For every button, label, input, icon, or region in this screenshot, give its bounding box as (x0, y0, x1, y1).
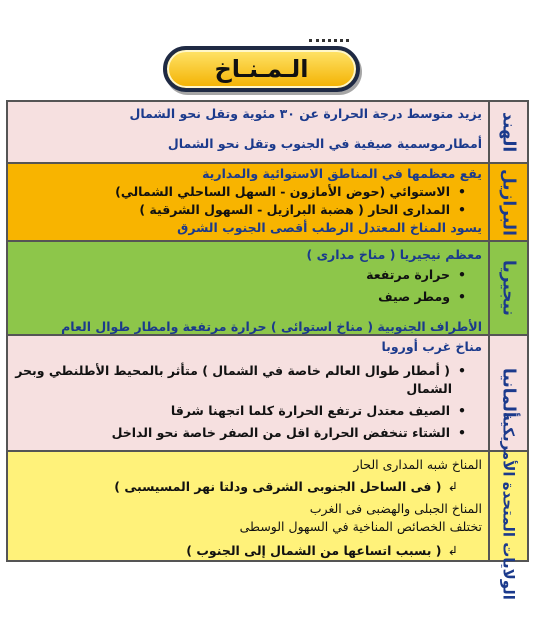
title-decoration-dots (309, 39, 349, 46)
content-line: المناخ شبه المدارى الحار (353, 457, 482, 472)
page-title: الـمـنـاخ (163, 46, 360, 92)
content-bullet: • ( أمطار طوال العالم خاصة في الشمال ) متأثر بالمحيط الأطلنطي وبحر (14, 362, 482, 380)
content-bullet: • الشتاء تنخفض الحرارة اقل من الصفر خاصة نحو الداخل (14, 424, 482, 442)
content-arrow-line: ↲ ( فى الساحل الجنوبى الشرقى ودلتا نهر المسيسبى ) (14, 478, 482, 496)
row-brazil (8, 164, 527, 242)
content-bullet: • المدارى الحار ( هضبة البرازيل - السهول الشرقية ) (14, 201, 482, 219)
row-label-india: الهند (488, 102, 527, 162)
content-line: معظم نيجيريا ( مناخ مدارى ) (306, 247, 482, 262)
content-bullet: • ومطر صيف (14, 288, 482, 306)
content-line: المناخ الجبلى والهضبى فى الغرب (309, 501, 482, 516)
content-bullet: • الاستوائي (حوض الأمازون - السهل الساحلي الشمالي) (14, 183, 482, 201)
row-content-germany (8, 336, 488, 450)
content-line: تختلف الخصائص المناخية في السهول الوسطى (239, 519, 482, 534)
row-label-brazil: البرازيل (488, 164, 527, 240)
row-content-nigeria (8, 242, 488, 334)
row-label-nigeria: نيجيريا (488, 242, 527, 334)
climate-table (6, 100, 529, 600)
content-bullet: • حرارة مرتفعة (14, 266, 482, 284)
content-line: مناخ غرب أوروبا (381, 339, 482, 354)
row-nigeria (8, 242, 527, 336)
row-content-brazil (8, 164, 488, 240)
row-content-usa (8, 452, 488, 560)
content-line: الشمال (406, 381, 452, 396)
content-bullet: • الصيف معتدل ترتفع الحرارة كلما اتجهنا شرقا (14, 402, 482, 420)
content-line: يسود المناخ المعتدل الرطب أقصى الجنوب الشرق (177, 220, 482, 235)
row-label-usa: الولايات المتحدة الأمريكية (488, 452, 527, 560)
row-label-germany: ألمانيا (488, 336, 527, 450)
row-content-india (8, 102, 488, 162)
content-line: يقع معظمها في المناطق الاستوائية والمدارية (202, 166, 482, 181)
row-germany (8, 336, 527, 452)
content-line: يزيد متوسط درجة الحرارة عن ٣٠ مئوية وتقل نحو الشمال (129, 106, 482, 121)
row-india (8, 102, 527, 164)
content-arrow-line: ↲ ( بسبب اتساعها من الشمال إلى الجنوب ) (14, 542, 482, 560)
content-line: أمطارموسمية صيفية في الجنوب وتقل نحو الشمال (167, 136, 482, 151)
content-line: الأطراف الجنوبية ( مناخ استوائى ) حرارة مرتفعة وامطار طوال العام (61, 319, 482, 334)
